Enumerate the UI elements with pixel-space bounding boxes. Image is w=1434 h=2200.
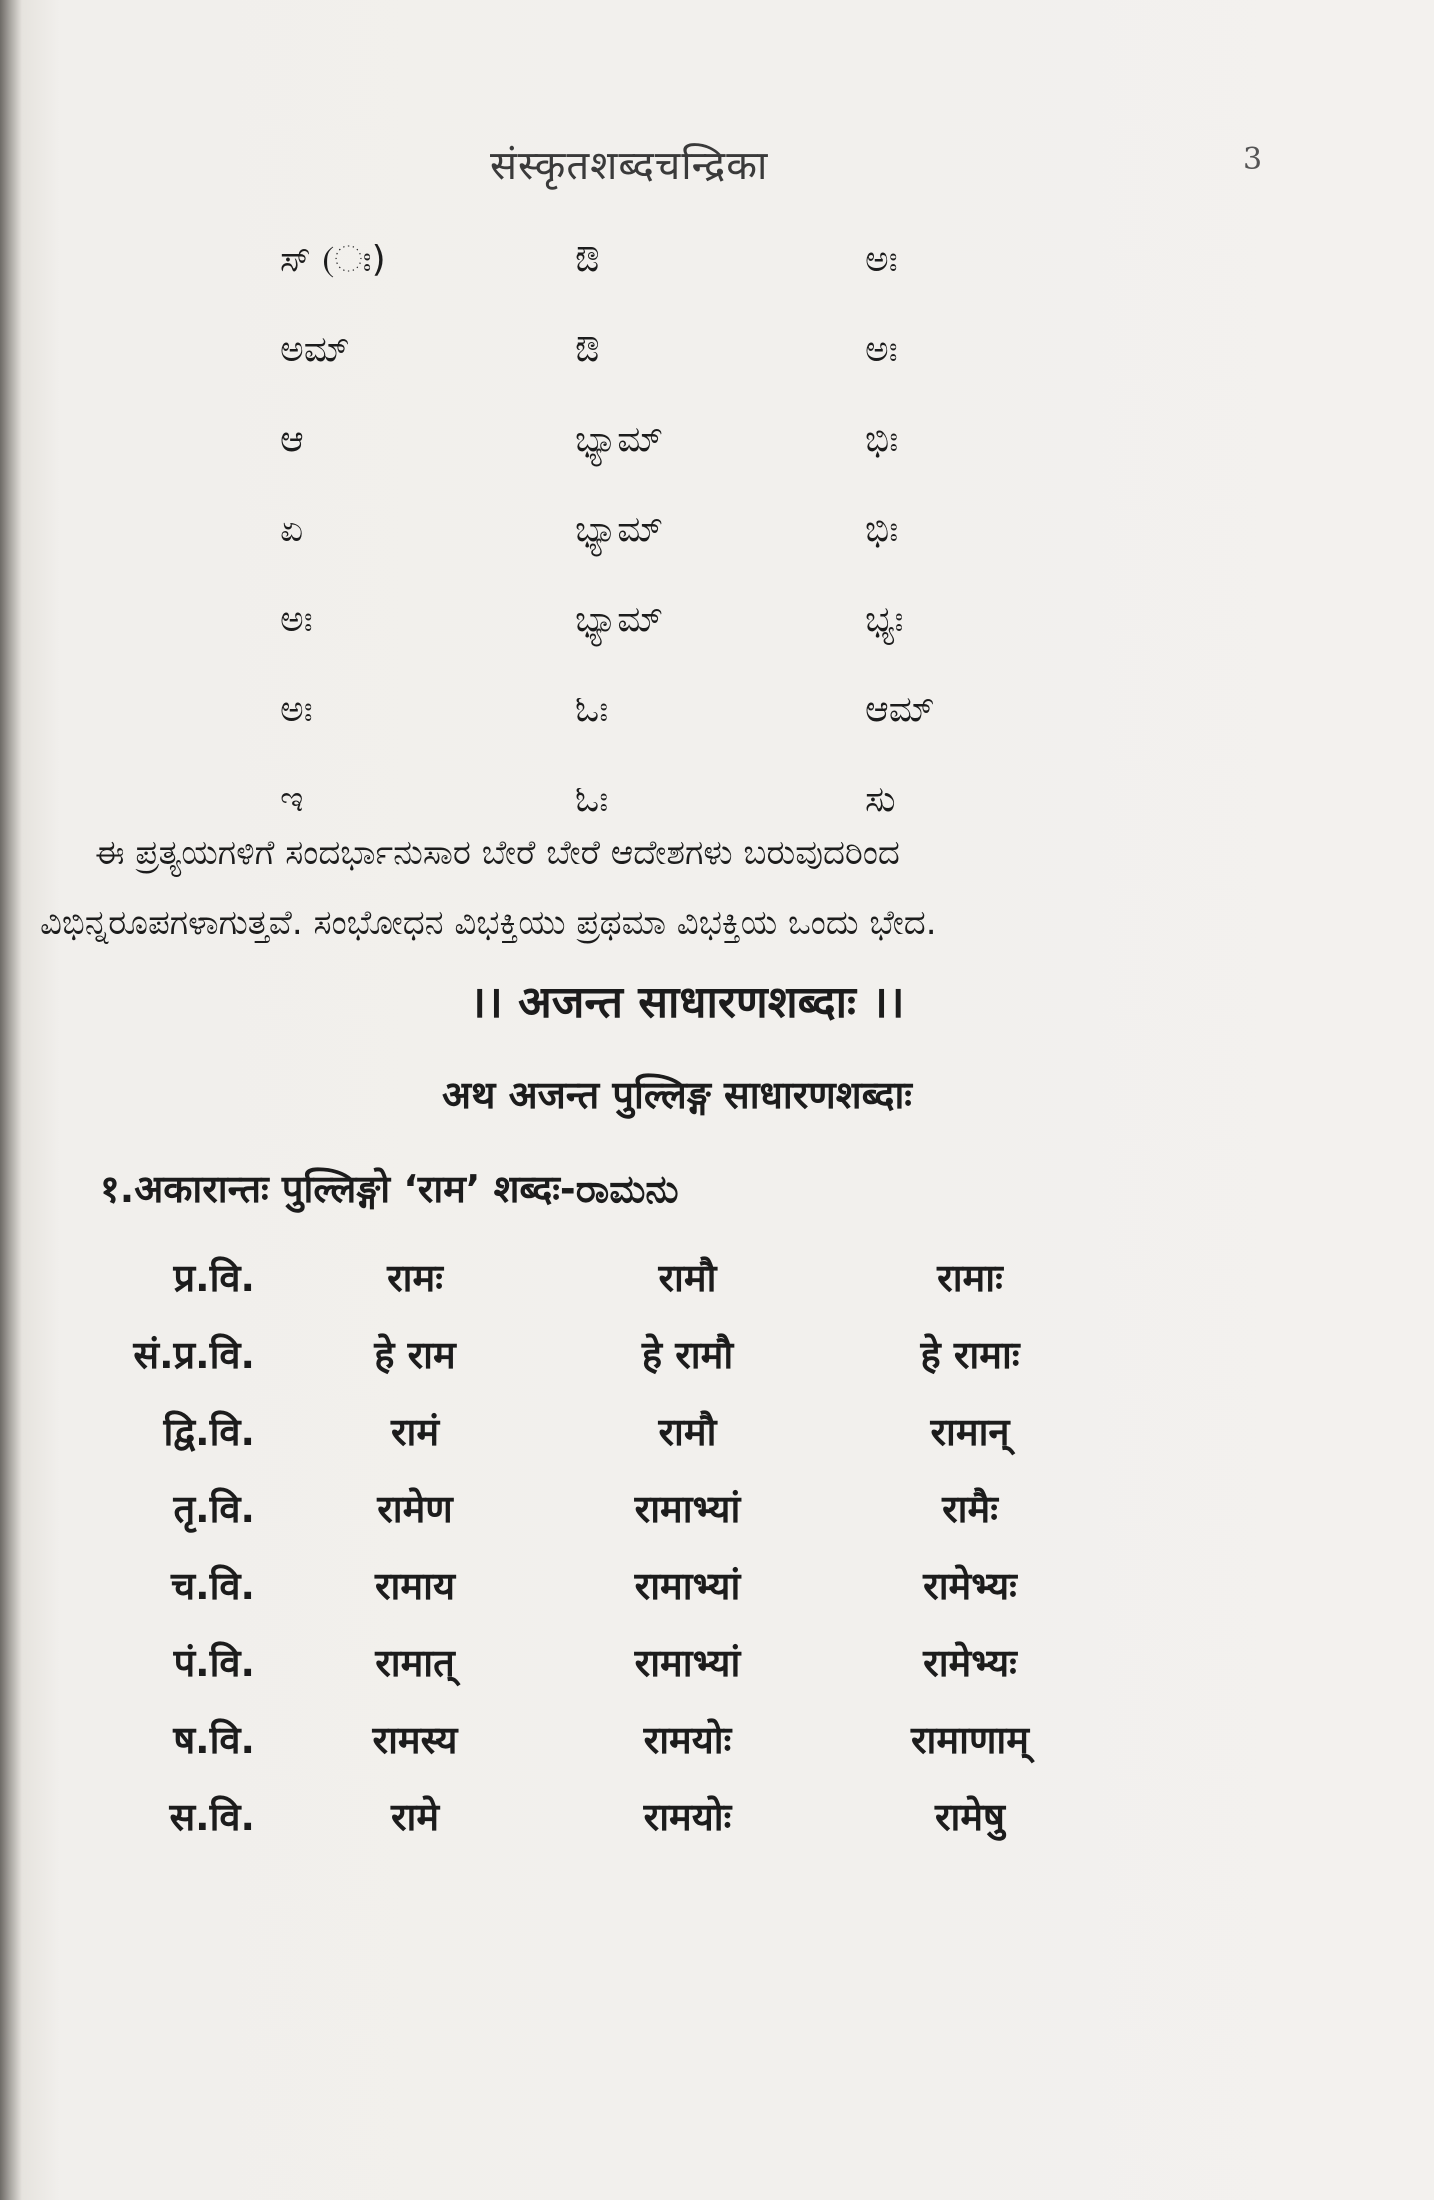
form-singular: रामेण: [377, 1486, 453, 1531]
case-label: प्र.वि.: [173, 1255, 255, 1300]
explanation-paragraph: [40, 818, 1300, 958]
case-label: स.वि.: [169, 1794, 255, 1839]
paragraph-line: ವಿಭಿನ್ನರೂಪಗಳಾಗುತ್ತವೆ. ಸಂಭೋಧನ ವಿಭಕ್ತಿಯು ಪ್ರಥಮಾ ವಿಭಕ್ತಿಯ ಒಂದು ಭೇದ.: [40, 903, 937, 943]
case-label: पं.वि.: [173, 1640, 255, 1685]
suffix-row: [280, 665, 1080, 755]
declension-row: [80, 1623, 1140, 1700]
case-label: ष.वि.: [173, 1717, 255, 1762]
form-plural: रामेभ्यः: [923, 1640, 1017, 1685]
word-title: १.अकारान्तः पुल्लिङ्गो ‘राम’ शब्दः-ರಾಮನು: [100, 1167, 679, 1211]
suffix-row: [280, 305, 1080, 395]
suffix-row: [280, 395, 1080, 485]
subsection-heading: अथ अजन्त पुल्लिङ्ग साधारणशब्दाः: [442, 1073, 912, 1117]
suffix-cell: ಭಿಃ: [865, 419, 899, 460]
form-plural: रामान्: [930, 1409, 1010, 1454]
suffix-cell: ಭ್ಯಾಮ್: [575, 509, 664, 550]
suffix-cell: ಸ್ (ಃ): [280, 239, 386, 280]
declension-row: [80, 1392, 1140, 1469]
form-plural: हे रामाः: [920, 1332, 1020, 1377]
case-label: द्वि.वि.: [163, 1409, 255, 1454]
suffix-cell: ಏ: [280, 509, 304, 550]
suffix-cell: ಭ್ಯಾಮ್: [575, 419, 664, 460]
form-plural: रामैः: [942, 1486, 998, 1531]
declension-row: [80, 1315, 1140, 1392]
suffix-cell: ಇ: [280, 779, 304, 820]
form-dual: रामाभ्यां: [634, 1563, 741, 1608]
form-singular: रामं: [390, 1409, 440, 1454]
suffix-table: [280, 215, 1080, 845]
form-singular: रामः: [387, 1255, 443, 1300]
suffix-cell: ಔ: [575, 239, 600, 280]
suffix-row: [280, 575, 1080, 665]
declension-row: [80, 1469, 1140, 1546]
form-singular: हे राम: [374, 1332, 456, 1377]
paragraph-line: ಈ ಪ್ರತ್ಯಯಗಳಿಗೆ ಸಂದರ್ಭಾನುಸಾರ ಬೇರೆ ಬೇರೆ ಆದೇಶಗಳು ಬರುವುದರಿಂದ: [95, 833, 900, 873]
suffix-cell: ಆಮ್: [865, 689, 935, 730]
form-dual: रामयोः: [643, 1794, 732, 1839]
form-dual: रामाभ्यां: [634, 1640, 741, 1685]
case-label: च.वि.: [171, 1563, 255, 1608]
page-number: 3: [1243, 142, 1263, 177]
declension-row: [80, 1546, 1140, 1623]
form-singular: रामे: [390, 1794, 440, 1839]
declension-table: [80, 1238, 1140, 1854]
form-singular: रामस्य: [372, 1717, 458, 1762]
suffix-cell: ಅಃ: [865, 239, 898, 280]
suffix-row: [280, 215, 1080, 305]
suffix-row: [280, 485, 1080, 575]
suffix-cell: ಆ: [280, 419, 304, 460]
form-plural: रामाः: [937, 1255, 1003, 1300]
running-title: संस्कृतशब्दचन्द्रिका: [490, 143, 769, 189]
suffix-cell: ಭ್ಯಃ: [865, 599, 904, 640]
form-plural: रामेभ्यः: [923, 1563, 1017, 1608]
form-plural: रामाणाम्: [911, 1717, 1029, 1762]
section-heading: ।। अजन्त साधारणशब्दाः ।।: [469, 977, 905, 1028]
page-header: [0, 128, 1434, 188]
suffix-cell: ಅಃ: [280, 689, 313, 730]
form-dual: रामौ: [658, 1409, 717, 1454]
suffix-cell: ಅಃ: [865, 329, 898, 370]
suffix-cell: ಓಃ: [575, 689, 609, 730]
suffix-cell: ಅಃ: [280, 599, 313, 640]
suffix-cell: ಓಃ: [575, 779, 609, 820]
form-dual: रामाभ्यां: [634, 1486, 741, 1531]
form-dual: रामौ: [658, 1255, 717, 1300]
suffix-cell: ಔ: [575, 329, 600, 370]
declension-row: [80, 1700, 1140, 1777]
suffix-cell: ಸು: [865, 779, 896, 820]
form-dual: हे रामौ: [641, 1332, 734, 1377]
declension-row: [80, 1238, 1140, 1315]
form-plural: रामेषु: [934, 1794, 1006, 1839]
declension-row: [80, 1777, 1140, 1854]
form-singular: रामात्: [375, 1640, 455, 1685]
suffix-cell: ಭ್ಯಾಮ್: [575, 599, 664, 640]
suffix-cell: ಅಮ್: [280, 329, 350, 370]
case-label: तृ.वि.: [173, 1486, 255, 1531]
case-label: सं.प्र.वि.: [133, 1332, 255, 1377]
suffix-cell: ಭಿಃ: [865, 509, 899, 550]
form-dual: रामयोः: [643, 1717, 732, 1762]
form-singular: रामाय: [375, 1563, 455, 1608]
